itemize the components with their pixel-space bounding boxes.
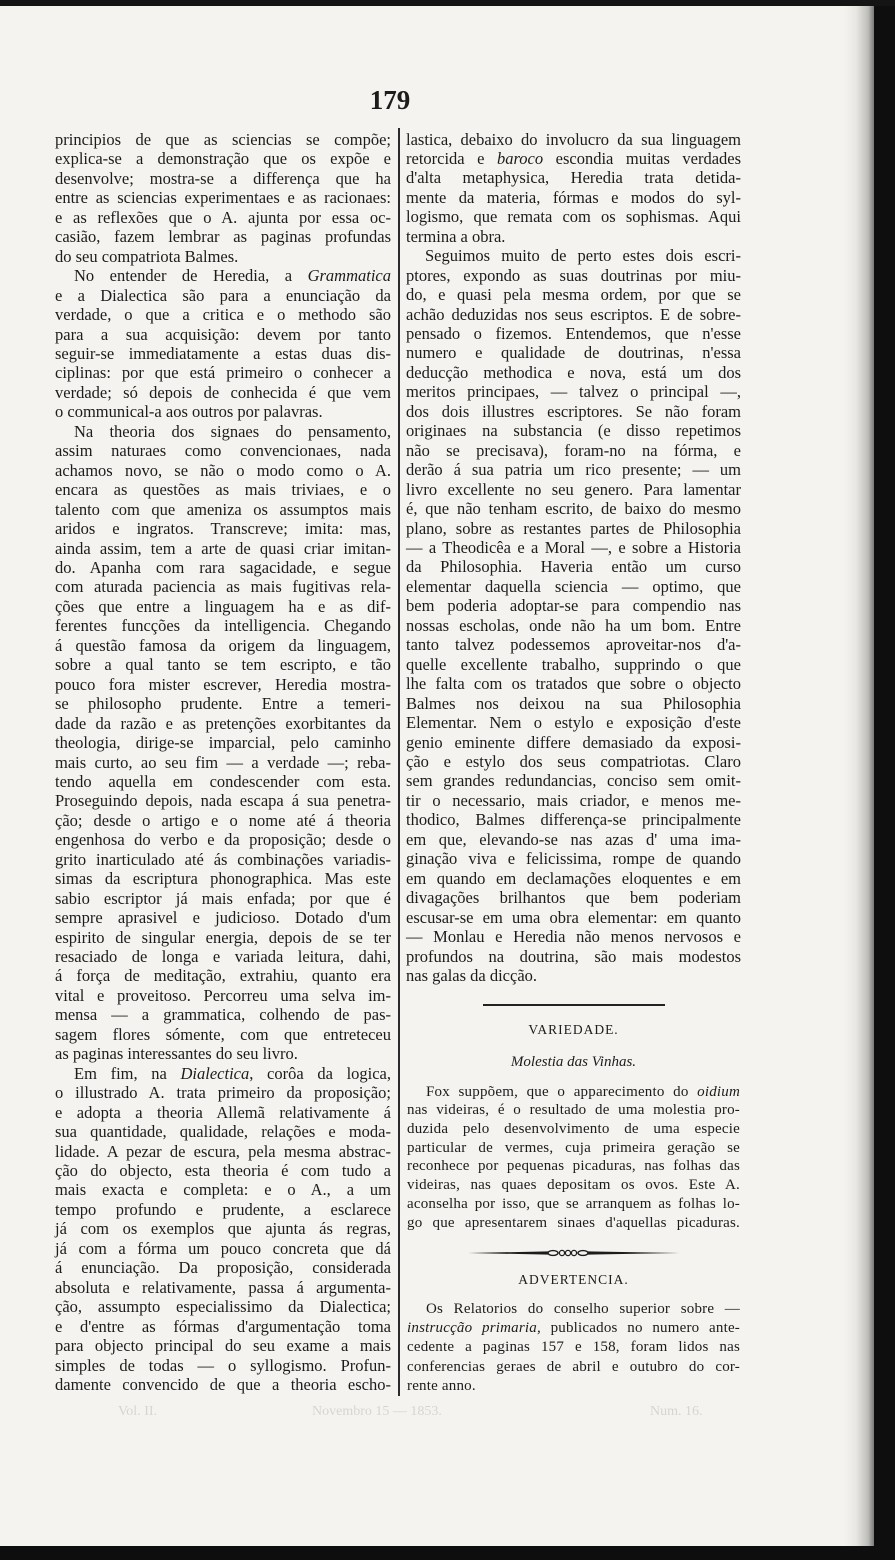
- text-line: mais curto, ao seu fim — a verdade —; reba-: [55, 752, 391, 772]
- text-line: absoluta e relativamente, passa á argumenta-: [55, 1277, 391, 1297]
- text-line: escusar-se em uma obra elementar: em quanto: [406, 907, 741, 927]
- text-line: e d'entre as fórmas d'argumentação toma: [55, 1316, 391, 1336]
- text-line: o communical-a aos outros por palavras.: [55, 402, 323, 422]
- paragraph: [406, 246, 741, 985]
- text-line: — a Theodicêa e a Moral —, e sobre a Historia: [406, 538, 741, 558]
- variedade-heading: VARIEDADE.: [528, 1022, 619, 1037]
- text-line: assim naturaes como convencionaes, nada: [55, 441, 391, 461]
- text-line: verdade; só depois de conhecida é que vem: [55, 382, 391, 402]
- text-line: tendo aquella em condescender com esta.: [55, 771, 391, 791]
- text-line: ção, assumpto especialissimo da Dialectica;: [55, 1297, 391, 1317]
- ornament-ring: [571, 1250, 576, 1255]
- italic-text: instrucção primaria: [407, 1319, 537, 1336]
- text-line: explica-se a demonstração que os expõe e: [55, 149, 391, 169]
- text-line: as paginas interessantes do seu livro.: [55, 1044, 298, 1064]
- text-segment: retorcida e: [406, 148, 497, 168]
- text-line: sempre aprasivel e judicioso. Dotado d'um: [55, 908, 391, 928]
- text-line: se philosopho prudente. Entre a temeri-: [55, 694, 391, 714]
- text-line: [406, 149, 741, 168]
- text-line: da Philosophia. Haveria então um curso: [406, 557, 741, 577]
- paragraph: [55, 266, 391, 422]
- text-line: sua quantidade, qualidade, relações e moda-: [55, 1122, 391, 1142]
- text-line: bem poderia adoptar-se para compendio nas: [406, 596, 741, 616]
- text-line: ciplinas: por que está primeiro o conhecer a: [55, 363, 391, 383]
- text-line: d'alta metaphysica, Heredia trata detida-: [406, 168, 741, 188]
- text-line: meritos principaes, — talvez o principal —,: [406, 382, 741, 402]
- text-line: achão deduzidas nos seus escriptos. E de sobre-: [406, 304, 741, 324]
- text-line: seguir-se immediatamente a estas duas dis-: [55, 343, 391, 363]
- paragraph: [406, 130, 741, 247]
- text-line: theologia, dirige-se imparcial, pelo caminho: [55, 733, 391, 753]
- text-line: deducção methodica e nova, está um dos: [406, 362, 741, 382]
- text-line: principios de que as sciencias se compõe;: [55, 130, 391, 149]
- text-line: mais exacta e completa: e o A., a um: [55, 1180, 391, 1200]
- text-line: aridos e ingratos. Transcreve; imita: mas,: [55, 519, 391, 539]
- text-line: em que, elevando-se nas azas d' uma ima-: [406, 829, 741, 849]
- text-line: tempo profundo e prudente, a esclarece: [55, 1199, 391, 1219]
- text-line: á força de meditação, extrahiu, quanto era: [55, 966, 391, 986]
- text-line: divagações brilhantos que bem poderiam: [406, 888, 741, 908]
- text-line: [407, 1083, 740, 1102]
- text-line: dade da razão e as pretenções exorbitantes da: [55, 713, 391, 733]
- text-line: originaes na substancia (e disso repetimos: [406, 421, 741, 441]
- text-line: go que apresentarem sinaes d'aquellas picaduras.: [407, 1214, 740, 1231]
- ornament-left-stroke: [468, 1251, 548, 1254]
- paragraph: [55, 1064, 391, 1395]
- text-line: ção do objecto, esta theoria é com tudo a: [55, 1161, 391, 1181]
- text-segment: No entender de Heredia, a: [74, 266, 308, 286]
- text-line: dos dois illustres escriptores. Se não foram: [406, 401, 741, 421]
- text-line: nas videiras, é o resultado de uma molestia pro-: [407, 1102, 740, 1119]
- text-line: e adopta a theoria Allemã relativamente á: [55, 1102, 391, 1122]
- italic-text: baroco: [496, 148, 544, 168]
- text-line: Elementar. Nem o estylo e exposição d'este: [406, 713, 741, 733]
- text-line: rente anno.: [407, 1378, 476, 1395]
- text-line: nossas escholas, onde não ha um bom. Entre: [406, 615, 741, 635]
- text-line: e as reflexões que o A. ajunta por essa oc-: [55, 207, 391, 227]
- text-line: derão á sua patria um rico presente; — um: [406, 460, 741, 480]
- text-line: ferentes funcções da intelligencia. Chegando: [55, 616, 391, 636]
- text-line: Os Relatorios do conselho superior sobre —: [426, 1300, 740, 1317]
- text-line: thodico, Balmes differença-se principalmente: [406, 810, 741, 830]
- text-line: videiras, nas quaes depositam os ovos. Este A.: [407, 1177, 740, 1194]
- ornamental-rule: [468, 1247, 680, 1259]
- text-line: duzida pelo desenvolvimento de uma especie: [407, 1121, 740, 1137]
- text-segment: Fox suppõem, que o apparecimento do: [426, 1083, 698, 1100]
- text-line: conferencias geraes de abril e outubro do cor-: [407, 1358, 740, 1375]
- text-line: engenhosa do verbo e da proposição; desde o: [55, 830, 391, 850]
- text-line: com aturada paciencia as mais fugitivas rela-: [55, 577, 391, 597]
- text-segment: , publicados no numero ante-: [536, 1319, 741, 1336]
- italic-text: Dialectica: [180, 1063, 250, 1083]
- bleed-through-volume: Vol. II.: [118, 1404, 158, 1419]
- paragraph: [55, 422, 391, 1064]
- text-line: [55, 266, 391, 285]
- text-segment: escondia muitas verdades: [543, 148, 742, 168]
- text-line: ginação viva e felicissima, rompe de quando: [406, 849, 741, 869]
- text-line: [407, 1319, 740, 1338]
- text-line: Proseguindo depois, nada escapa á sua penetra-: [55, 791, 391, 811]
- text-line: sagem flores sómente, com que entreteceu: [55, 1024, 391, 1044]
- text-line: lastica, debaixo do involucro da sua linguagem: [406, 129, 741, 149]
- variedade-subheading: Molestia das Vinhas.: [510, 1054, 637, 1070]
- text-line: pouco fora mister escrever, Heredia mostra-: [55, 674, 391, 694]
- text-line: livro excellente no seu genero. Para lamentar: [406, 479, 741, 499]
- bleed-through-number: Num. 16.: [650, 1404, 703, 1419]
- text-line: achamos novo, se não o modo como o A.: [55, 460, 391, 480]
- text-line: desenvolve; mostra-se a differença que ha: [55, 168, 391, 188]
- text-line: ainda assim, tem a arte de quasi criar imitan-: [55, 538, 391, 558]
- text-segment: , corôa da logica,: [249, 1063, 392, 1083]
- text-line: lhe falta com os tratados que sobre o objecto: [406, 674, 741, 694]
- text-line: já com a fórma um pouco concreta que dá: [55, 1238, 391, 1258]
- text-line: á questão famosa da origem da linguagem,: [55, 635, 391, 655]
- text-line: ções que entre a linguagem ha e as dif-: [55, 596, 391, 616]
- ornament-left-oval: [548, 1251, 558, 1256]
- ornament-right-stroke: [588, 1251, 680, 1254]
- text-line: Na theoria dos signaes do pensamento,: [74, 421, 391, 441]
- text-line: sabio escriptor já mais enfada; por que é: [55, 888, 391, 908]
- text-line: mensa — a grammatica, colhendo de pas-: [55, 1005, 391, 1025]
- text-line: Balmes nos deixou na sua Philosophia: [406, 693, 741, 713]
- advertencia-text: [407, 1300, 740, 1397]
- text-line: termina a obra.: [406, 226, 506, 246]
- text-line: mente da materia, fórmas e modos do syl-: [406, 187, 741, 207]
- text-line: tir o necessario, mais criador, e menos me-: [406, 790, 741, 810]
- text-line: espirito de singular energia, depois de se ter: [55, 927, 391, 947]
- text-line: o illustrado A. trata primeiro da proposição;: [55, 1083, 391, 1103]
- text-line: lidade. A pezar de escura, pela mesma abstrac-: [55, 1141, 391, 1161]
- paragraph: [407, 1083, 740, 1233]
- italic-text: Grammatica: [307, 266, 391, 286]
- text-line: plano, sobre as restantes partes de Philosophia: [406, 518, 741, 538]
- text-line: tanto talvez podessemos aproveitar-nos d'a-: [406, 635, 741, 655]
- text-line: pensado o fizemos. Entendemos, que n'esse: [406, 324, 741, 344]
- text-line: simples de todas — o syllogismo. Profun-: [55, 1355, 391, 1375]
- ornament-ring: [559, 1250, 564, 1255]
- text-line: encara as questões as mais triviaes, e o: [55, 480, 391, 500]
- text-line: para objecto principal do seu exame a mais: [55, 1336, 391, 1356]
- right-column: [406, 130, 741, 986]
- text-line: Seguimos muito de perto estes dois escri-: [425, 246, 741, 266]
- page-number: 179: [369, 85, 411, 115]
- text-line: cedente a paginas 157 e 158, foram lidos nas: [407, 1339, 740, 1356]
- paragraph: [407, 1300, 740, 1397]
- text-line: damente convencido de que a theoria escho-: [55, 1375, 391, 1394]
- scan-top-edge: [0, 0, 895, 6]
- text-line: aconselha por isso, que se arranquem as folhas lo-: [407, 1195, 740, 1212]
- ornament-right-oval: [578, 1251, 588, 1256]
- text-line: [55, 1064, 391, 1083]
- section-rule: [483, 1004, 665, 1006]
- advertencia-heading: ADVERTENCIA.: [518, 1272, 629, 1287]
- text-line: ção e estylo dos seus compatriotas. Claro: [406, 752, 741, 771]
- text-line: verdade, o que a critica e o methodo são: [55, 305, 391, 325]
- text-line: vital e proveitoso. Percorreu uma selva im-: [55, 985, 391, 1005]
- text-line: é, que não tenham escrito, de baixo do mesmo: [406, 499, 741, 519]
- text-line: — Monlau e Heredia não menos nervosos e: [406, 927, 741, 947]
- text-line: nas galas da dicção.: [406, 965, 538, 985]
- text-line: reconhece por pequenas picaduras, nas folhas das: [407, 1158, 740, 1175]
- text-line: não se precisava), foram-no na fórma, e: [406, 440, 741, 460]
- text-line: particular de vermes, cuja primeira geração se: [407, 1139, 740, 1156]
- text-line: do. Apanha com rara sagacidade, e segue: [55, 557, 391, 577]
- text-line: casião, fazem lembrar as paginas profundas: [55, 227, 391, 247]
- left-column: [55, 130, 391, 1394]
- text-line: sobre a qual tanto se tem escripto, e tão: [55, 655, 391, 675]
- text-line: para a sua acquisição: devem por tanto: [55, 324, 391, 344]
- text-line: ptores, expondo as suas doutrinas por miu-: [406, 265, 741, 285]
- text-line: em quando em declamações eloquentes e em: [406, 868, 741, 888]
- text-segment: Em fim, na: [74, 1063, 181, 1083]
- text-line: resaciado de longa e variada leitura, dahi,: [55, 947, 391, 967]
- text-line: numero e qualidade de doutrinas, n'essa: [406, 343, 741, 363]
- text-line: profundos na doutrina, são mais modestos: [406, 946, 741, 966]
- text-line: do seu compatriota Balmes.: [55, 246, 239, 266]
- text-line: simas da escriptura phonographica. Mas este: [55, 869, 391, 889]
- text-line: grito inarticulado até ás combinações variadis-: [55, 849, 391, 869]
- text-line: do, e quasi pela mesma ordem, por que se: [406, 285, 741, 305]
- ornament-ring: [565, 1250, 570, 1255]
- binding-shadow: [844, 0, 874, 1546]
- text-line: á enunciação. Da proposição, considerada: [55, 1258, 391, 1278]
- text-line: logismo, que remata com os sophismas. Aqui: [406, 207, 741, 227]
- column-divider: [398, 128, 400, 1396]
- text-line: quelle excellente trabalho, supprindo o que: [406, 654, 741, 674]
- variedade-text: [407, 1083, 740, 1233]
- text-line: entre as sciencias experimentaes e as racionaes:: [55, 188, 391, 208]
- text-line: sem grandes redundancias, conciso sem omit-: [406, 771, 741, 791]
- text-line: e a Dialectica são para a enunciação da: [55, 285, 391, 305]
- bleed-through-date: Novembro 15 — 1853.: [312, 1404, 442, 1419]
- paragraph: [55, 130, 391, 266]
- text-line: genio eminente differe demasiado da exposi-: [406, 732, 741, 752]
- text-line: elementar daquella sciencia — optimo, que: [406, 576, 741, 596]
- text-line: ção; desde o artigo e o nome até á theoria: [55, 810, 391, 830]
- text-line: já com os exemplos que ajunta ás regras,: [55, 1219, 391, 1239]
- text-line: talento com que ameniza os assumptos mais: [55, 499, 391, 519]
- italic-text: oidium: [697, 1083, 740, 1100]
